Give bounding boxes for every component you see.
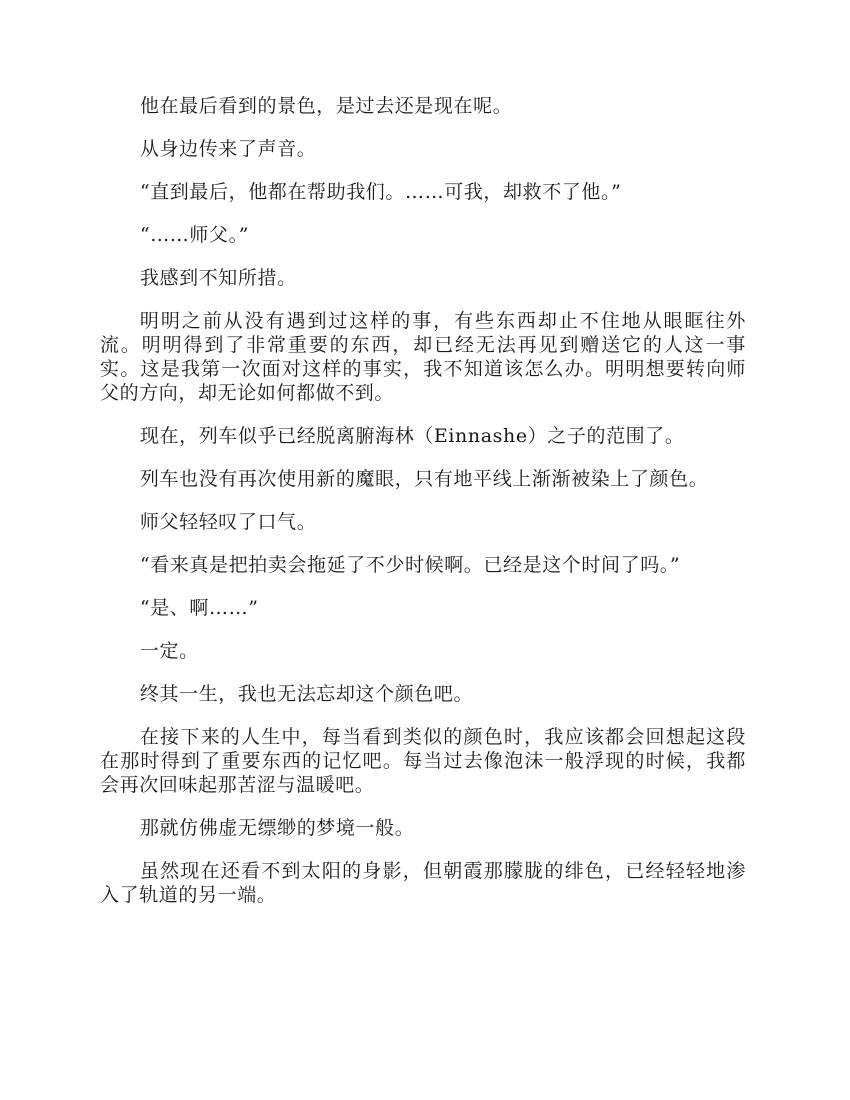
paragraph: “看来真是把拍卖会拖延了不少时候啊。已经是这个时间了吗。” bbox=[139, 554, 681, 576]
paragraph: 终其一生，我也无法忘却这个颜色吧。 bbox=[139, 683, 474, 705]
paragraph: 现在，列车似乎已经脱离腑海林（Einnashe）之子的范围了。 bbox=[139, 425, 685, 447]
paragraph: “直到最后，他都在帮助我们。……可我，却救不了他。” bbox=[139, 181, 622, 203]
paragraph: 在接下来的人生中，每当看到类似的颜色时，我应该都会回想起这段在那时得到了重要东西的记忆吧。每当过去像泡沫一般浮现的时候，我都会再次回味起那苦涩与温暖吧。 bbox=[100, 726, 746, 796]
paragraph: 虽然现在还看不到太阳的身影，但朝霞那朦胧的绯色，已经轻轻地渗入了轨道的另一端。 bbox=[100, 860, 746, 906]
paragraph: 明明之前从没有遇到过这样的事，有些东西却止不住地从眼眶往外流。明明得到了非常重要的东西，却已经无法再见到赠送它的人这一事实。这是我第一次面对这样的事实，我不知道该怎么办。明明想要转向师父的方向，却无论如何都做不到。 bbox=[100, 310, 746, 404]
paragraph: 从身边传来了声音。 bbox=[139, 138, 317, 160]
paragraph: 一定。 bbox=[139, 640, 199, 662]
paragraph: 他在最后看到的景色，是过去还是现在呢。 bbox=[139, 95, 513, 117]
paragraph: 师父轻轻叹了口气。 bbox=[139, 511, 317, 533]
paragraph: “是、啊……” bbox=[139, 597, 259, 619]
paragraph: 我感到不知所措。 bbox=[139, 267, 297, 289]
paragraph: 列车也没有再次使用新的魔眼，只有地平线上渐渐被染上了颜色。 bbox=[139, 468, 709, 490]
body-text bbox=[100, 94, 746, 926]
paragraph: 那就仿佛虚无缥缈的梦境一般。 bbox=[139, 817, 415, 839]
paragraph: “……师父。” bbox=[139, 224, 250, 246]
